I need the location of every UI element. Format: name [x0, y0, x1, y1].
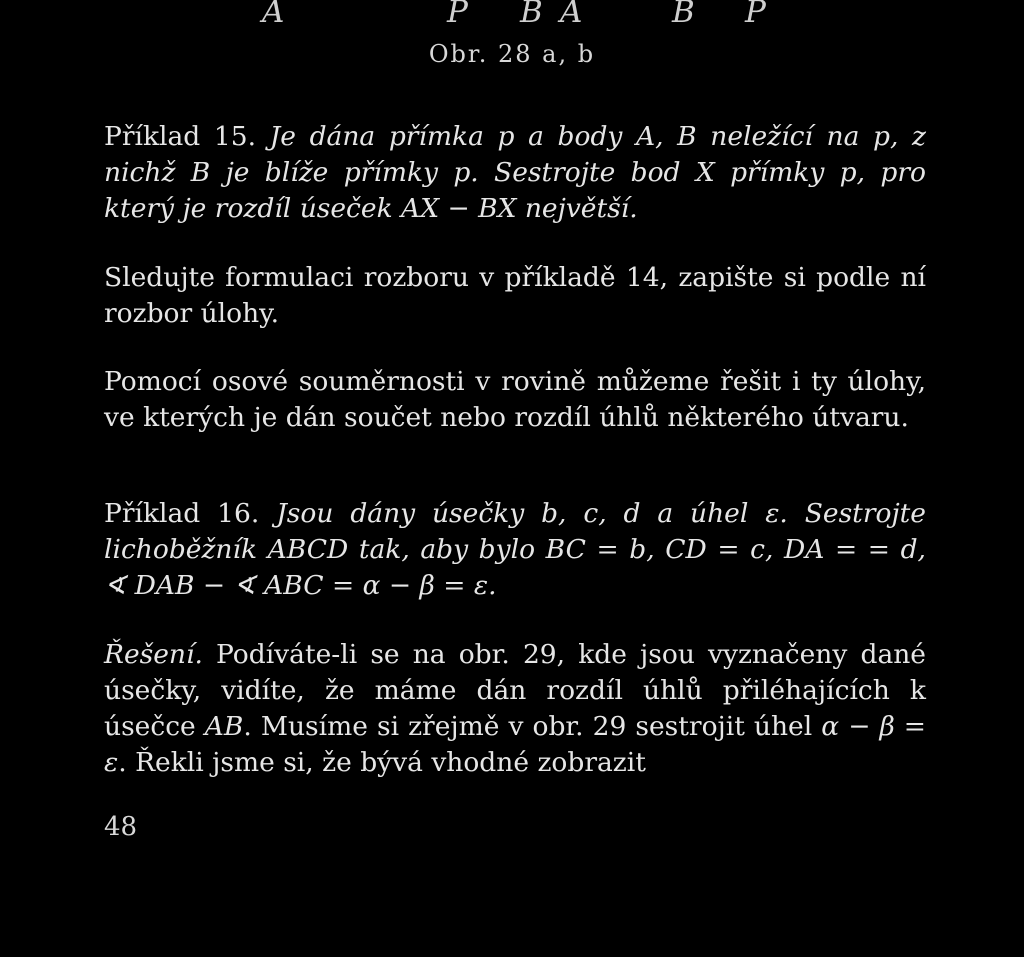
- figure-caption: Obr. 28 a, b: [428, 40, 596, 68]
- example-16-text: Jsou dány úsečky b, c, d a úhel ε. Sestrojte lichoběžník ABCD tak, aby bylo BC = b, CD = c, DA = = d, ∢ DAB − ∢ ABC = α − β = ε.: [104, 498, 926, 601]
- solution-paragraph: [104, 637, 926, 781]
- solution-text-b: . Musíme si zřejmě v obr. 29 sestrojit úhel: [243, 711, 822, 742]
- example-15: [104, 119, 926, 227]
- paragraph-axial-symmetry-text: Pomocí osové souměrnosti v rovině můžeme řešit i ty úlohy, ve kterých je dán součet nebo rozdíl úhlů některého útvaru.: [104, 366, 926, 433]
- solution-angle: α − β = ε: [104, 711, 927, 778]
- solution-text-a: Podíváte-li se na obr. 29, kde jsou vyznačeny dané úsečky, vidíte, že máme dán rozdíl úhlů přiléhajících k úsečce: [104, 639, 926, 742]
- paragraph-axial-symmetry: [104, 364, 926, 436]
- paragraph-analysis-hint-text: Sledujte formulaci rozboru v příkladě 14, zapište si podle ní rozbor úlohy.: [104, 262, 926, 329]
- example-15-text: Je dána přímka p a body A, B neležící na p, z nichž B je blíže přímky p. Sestrojte bod X přímky p, pro který je rozdíl úseček AX − BX největší.: [104, 121, 926, 224]
- figure-label-b1: B: [520, 0, 543, 30]
- solution-text-c: . Řekli jsme si, že bývá vhodné zobrazit: [118, 747, 646, 778]
- example-15-title: Příklad 15.: [104, 121, 257, 152]
- figure-point-labels: [0, 0, 1024, 34]
- page-number: 48: [104, 812, 138, 842]
- figure-label-a2: A: [560, 0, 583, 30]
- figure-label-b2: B: [672, 0, 695, 30]
- example-16-title: Příklad 16.: [104, 498, 260, 529]
- figure-label-p2: P: [745, 0, 766, 30]
- solution-title: Řešení.: [104, 639, 203, 670]
- figure-label-p1: P: [447, 0, 468, 30]
- solution-segment: AB: [204, 711, 244, 742]
- example-16: [104, 496, 926, 604]
- paragraph-analysis-hint: [104, 260, 926, 332]
- figure-label-a1: A: [262, 0, 285, 30]
